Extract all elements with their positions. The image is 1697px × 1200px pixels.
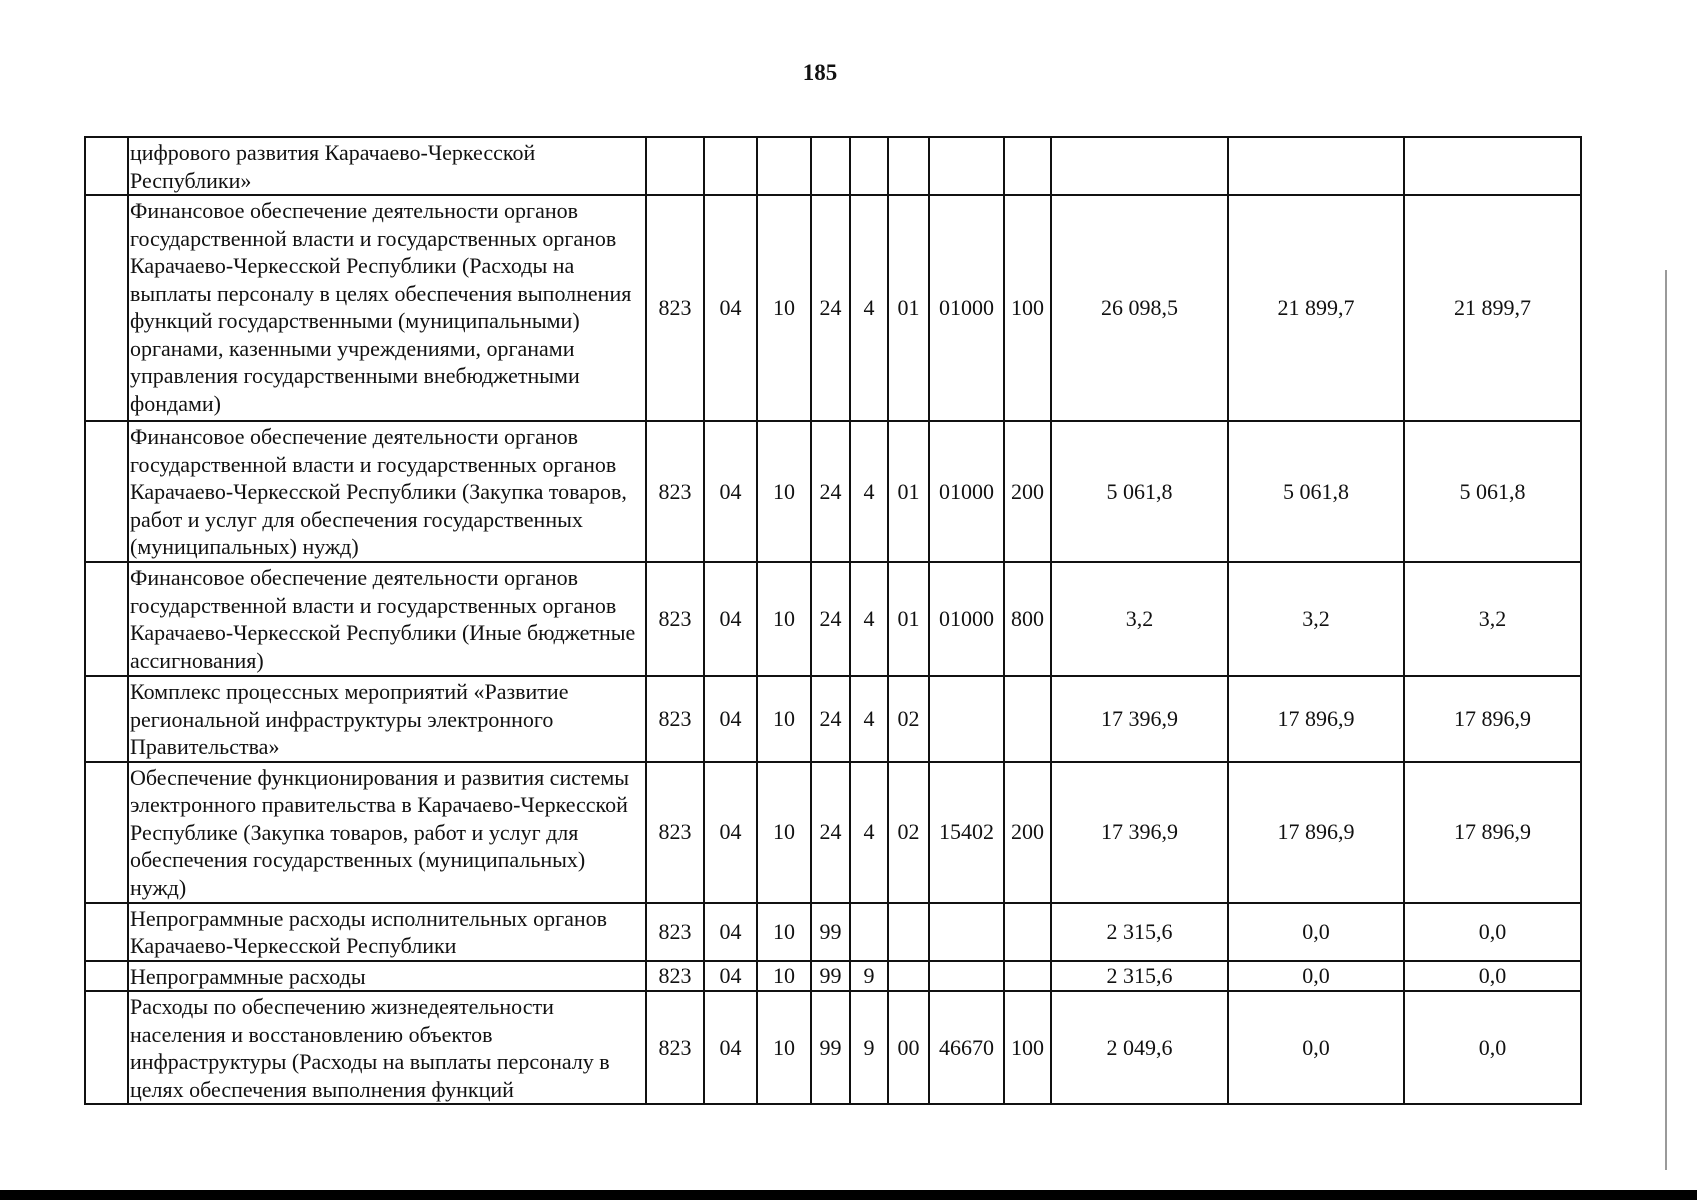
amount-2025-cell: 0,0 (1228, 991, 1404, 1104)
amount-2024-cell: 3,2 (1051, 562, 1228, 676)
amount-2024-cell: 17 396,9 (1051, 676, 1228, 762)
row-number-cell (85, 762, 128, 903)
program-cell: 99 (811, 991, 850, 1104)
row-number-cell (85, 137, 128, 195)
program-cell: 24 (811, 421, 850, 562)
table-row (85, 676, 1581, 762)
event-cell: 02 (888, 762, 929, 903)
expense-type-cell (1004, 903, 1051, 961)
direction-cell: 15402 (929, 762, 1004, 903)
program-cell: 24 (811, 195, 850, 421)
description-cell: Обеспечение функционирования и развития системы электронного правительства в Карачаево-Черкесской Республике (Закупка товаров, работ и услуг для обеспечения государственных (муниципальных) нужд) (128, 762, 646, 903)
row-number-cell (85, 421, 128, 562)
admin-code-cell: 823 (646, 421, 704, 562)
row-number-cell (85, 676, 128, 762)
program-cell (811, 137, 850, 195)
budget-table (84, 136, 1582, 1105)
subsection-cell: 10 (757, 676, 811, 762)
subsection-cell: 10 (757, 195, 811, 421)
amount-2024-cell: 2 315,6 (1051, 961, 1228, 992)
direction-cell (929, 676, 1004, 762)
amount-2024-cell: 26 098,5 (1051, 195, 1228, 421)
direction-cell: 01000 (929, 195, 1004, 421)
amount-2025-cell: 5 061,8 (1228, 421, 1404, 562)
amount-2025-cell: 0,0 (1228, 961, 1404, 992)
scan-edge-line (1665, 270, 1667, 1170)
program-type-cell (850, 903, 888, 961)
subsection-cell: 10 (757, 562, 811, 676)
expense-type-cell: 100 (1004, 991, 1051, 1104)
admin-code-cell: 823 (646, 562, 704, 676)
amount-2024-cell: 2 049,6 (1051, 991, 1228, 1104)
amount-2025-cell: 17 896,9 (1228, 676, 1404, 762)
expense-type-cell: 800 (1004, 562, 1051, 676)
row-number-cell (85, 903, 128, 961)
event-cell: 02 (888, 676, 929, 762)
program-type-cell (850, 137, 888, 195)
event-cell (888, 137, 929, 195)
amount-2026-cell: 21 899,7 (1404, 195, 1581, 421)
amount-2024-cell: 2 315,6 (1051, 903, 1228, 961)
description-cell: Финансовое обеспечение деятельности органов государственной власти и государственных органов Карачаево-Черкесской Республики (Расходы на выплаты персоналу в целях обеспечения выполнения функций государственными (муниципальными) органами, казенными учреждениями, органами управления государственными внебюджетными фондами) (128, 195, 646, 421)
description-cell: Непрограммные расходы (128, 961, 646, 992)
amount-2026-cell: 17 896,9 (1404, 676, 1581, 762)
subsection-cell: 10 (757, 421, 811, 562)
direction-cell (929, 137, 1004, 195)
table-row (85, 762, 1581, 903)
expense-type-cell (1004, 961, 1051, 992)
section-cell: 04 (704, 961, 757, 992)
admin-code-cell: 823 (646, 903, 704, 961)
event-cell: 01 (888, 195, 929, 421)
subsection-cell: 10 (757, 762, 811, 903)
amount-2026-cell: 3,2 (1404, 562, 1581, 676)
amount-2024-cell (1051, 137, 1228, 195)
program-type-cell: 4 (850, 195, 888, 421)
direction-cell: 01000 (929, 421, 1004, 562)
subsection-cell (757, 137, 811, 195)
row-number-cell (85, 991, 128, 1104)
amount-2026-cell: 5 061,8 (1404, 421, 1581, 562)
expense-type-cell: 200 (1004, 421, 1051, 562)
description-cell: Финансовое обеспечение деятельности органов государственной власти и государственных органов Карачаево-Черкесской Республики (Иные бюджетные ассигнования) (128, 562, 646, 676)
section-cell (704, 137, 757, 195)
amount-2025-cell: 17 896,9 (1228, 762, 1404, 903)
section-cell: 04 (704, 562, 757, 676)
event-cell: 01 (888, 562, 929, 676)
program-cell: 99 (811, 903, 850, 961)
amount-2024-cell: 17 396,9 (1051, 762, 1228, 903)
program-cell: 24 (811, 762, 850, 903)
program-type-cell: 4 (850, 762, 888, 903)
admin-code-cell: 823 (646, 991, 704, 1104)
scan-bottom-bar (0, 1190, 1697, 1200)
direction-cell: 46670 (929, 991, 1004, 1104)
subsection-cell: 10 (757, 961, 811, 992)
description-cell: Расходы по обеспечению жизнедеятельности населения и восстановлению объектов инфраструктуры (Расходы на выплаты персоналу в целях обеспечения выполнения функций (128, 991, 646, 1104)
amount-2026-cell: 0,0 (1404, 903, 1581, 961)
row-number-cell (85, 562, 128, 676)
table-row (85, 195, 1581, 421)
direction-cell: 01000 (929, 562, 1004, 676)
direction-cell (929, 903, 1004, 961)
description-cell: Комплекс процессных мероприятий «Развитие региональной инфраструктуры электронного Правительства» (128, 676, 646, 762)
program-type-cell: 4 (850, 676, 888, 762)
table-row (85, 903, 1581, 961)
table-body (85, 137, 1581, 1104)
program-cell: 24 (811, 562, 850, 676)
event-cell (888, 903, 929, 961)
admin-code-cell: 823 (646, 195, 704, 421)
direction-cell (929, 961, 1004, 992)
row-number-cell (85, 195, 128, 421)
expense-type-cell (1004, 676, 1051, 762)
section-cell: 04 (704, 195, 757, 421)
expense-type-cell (1004, 137, 1051, 195)
table-row (85, 562, 1581, 676)
admin-code-cell: 823 (646, 676, 704, 762)
subsection-cell: 10 (757, 903, 811, 961)
program-type-cell: 9 (850, 991, 888, 1104)
table-row (85, 137, 1581, 195)
amount-2026-cell: 0,0 (1404, 991, 1581, 1104)
section-cell: 04 (704, 991, 757, 1104)
expense-type-cell: 200 (1004, 762, 1051, 903)
amount-2026-cell (1404, 137, 1581, 195)
amount-2025-cell: 21 899,7 (1228, 195, 1404, 421)
amount-2025-cell (1228, 137, 1404, 195)
event-cell (888, 961, 929, 992)
subsection-cell: 10 (757, 991, 811, 1104)
section-cell: 04 (704, 762, 757, 903)
amount-2025-cell: 3,2 (1228, 562, 1404, 676)
admin-code-cell: 823 (646, 961, 704, 992)
page-number: 185 (802, 60, 838, 85)
description-cell: цифрового развития Карачаево-Черкесской Республики» (128, 137, 646, 195)
program-cell: 99 (811, 961, 850, 992)
event-cell: 01 (888, 421, 929, 562)
amount-2025-cell: 0,0 (1228, 903, 1404, 961)
event-cell: 00 (888, 991, 929, 1104)
program-type-cell: 4 (850, 562, 888, 676)
program-cell: 24 (811, 676, 850, 762)
expense-type-cell: 100 (1004, 195, 1051, 421)
program-type-cell: 4 (850, 421, 888, 562)
section-cell: 04 (704, 676, 757, 762)
amount-2026-cell: 0,0 (1404, 961, 1581, 992)
section-cell: 04 (704, 903, 757, 961)
section-cell: 04 (704, 421, 757, 562)
table-row (85, 961, 1581, 992)
amount-2024-cell: 5 061,8 (1051, 421, 1228, 562)
row-number-cell (85, 961, 128, 992)
admin-code-cell: 823 (646, 762, 704, 903)
table-row (85, 421, 1581, 562)
description-cell: Непрограммные расходы исполнительных органов Карачаево-Черкесской Республики (128, 903, 646, 961)
program-type-cell: 9 (850, 961, 888, 992)
amount-2026-cell: 17 896,9 (1404, 762, 1581, 903)
table-row (85, 991, 1581, 1104)
description-cell: Финансовое обеспечение деятельности органов государственной власти и государственных органов Карачаево-Черкесской Республики (Закупка товаров, работ и услуг для обеспечения государственных (муниципальных) нужд) (128, 421, 646, 562)
admin-code-cell (646, 137, 704, 195)
